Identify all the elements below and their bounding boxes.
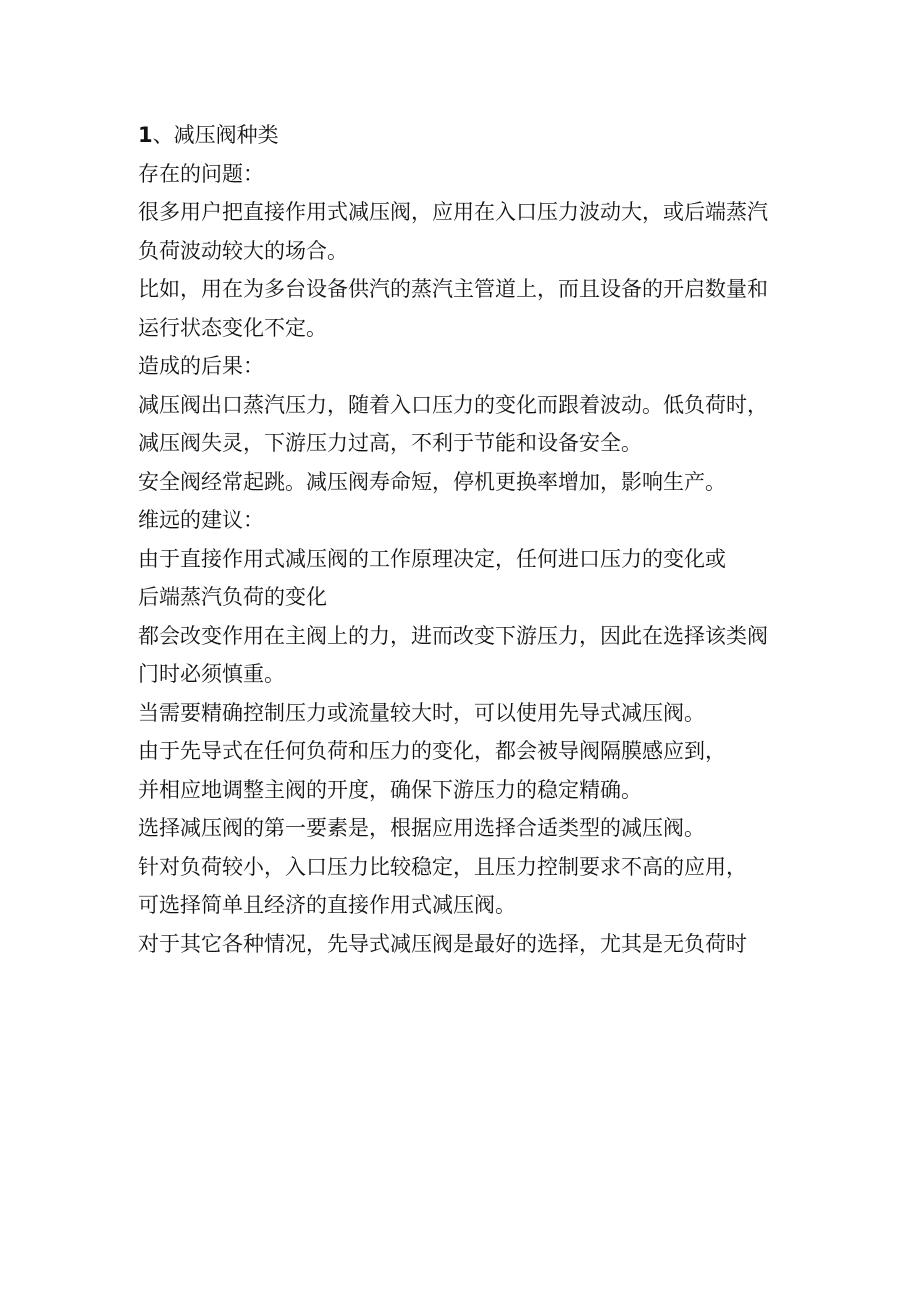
paragraph-line: 负荷波动较大的场合。: [138, 238, 348, 263]
paragraph-line: 运行状态变化不定。: [138, 315, 327, 340]
paragraph-line: 安全阀经常起跳。减压阀寿命短，停机更换率增加，影响生产。: [138, 469, 726, 494]
paragraph-line: 可选择简单且经济的直接作用式减压阀。: [138, 893, 516, 917]
paragraph-line: 存在的问题：: [138, 161, 264, 186]
paragraph-line: 选择减压阀的第一要素是，根据应用选择合适类型的减压阀。: [138, 816, 705, 840]
paragraph-line: 后端蒸汽负荷的变化: [138, 585, 327, 609]
section-heading: [138, 116, 838, 155]
paragraph-line: 由于直接作用式减压阀的工作原理决定，任何进口压力的变化或: [138, 546, 726, 571]
document-body: [138, 116, 838, 963]
paragraph-line: 当需要精确控制压力或流量较大时，可以使用先导式减压阀。: [138, 700, 705, 725]
paragraph-line: 很多用户把直接作用式减压阀，应用在入口压力波动大，或后端蒸汽: [138, 200, 768, 224]
paragraph-line: 由于先导式在任何负荷和压力的变化，都会被导阀隔膜感应到，: [138, 739, 726, 763]
paragraph-line: 造成的后果：: [138, 354, 264, 378]
paragraph-line: 减压阀出口蒸汽压力，随着入口压力的变化而跟着波动。低负荷时，: [138, 392, 768, 417]
paragraph-line: 并相应地调整主阀的开度，确保下游压力的稳定精确。: [138, 777, 642, 802]
paragraph-line: 减压阀失灵，下游压力过高，不利于节能和设备安全。: [138, 431, 642, 455]
paragraph-line: 针对负荷较小，入口压力比较稳定，且压力控制要求不高的应用，: [138, 854, 747, 879]
paragraph-line: 门时必须慎重。: [138, 662, 285, 686]
heading-text: 、减压阀种类: [152, 123, 279, 147]
paragraph-line: 对于其它各种情况，先导式减压阀是最好的选择，尤其是无负荷时: [138, 931, 747, 956]
paragraph-line: 都会改变作用在主阀上的力，进而改变下游压力，因此在选择该类阀: [138, 623, 768, 648]
heading-number: 1: [138, 123, 153, 147]
paragraph-line: 维远的建议：: [138, 508, 264, 532]
paragraph-line: 比如，用在为多台设备供汽的蒸汽主管道上，而且设备的开启数量和: [138, 277, 768, 301]
